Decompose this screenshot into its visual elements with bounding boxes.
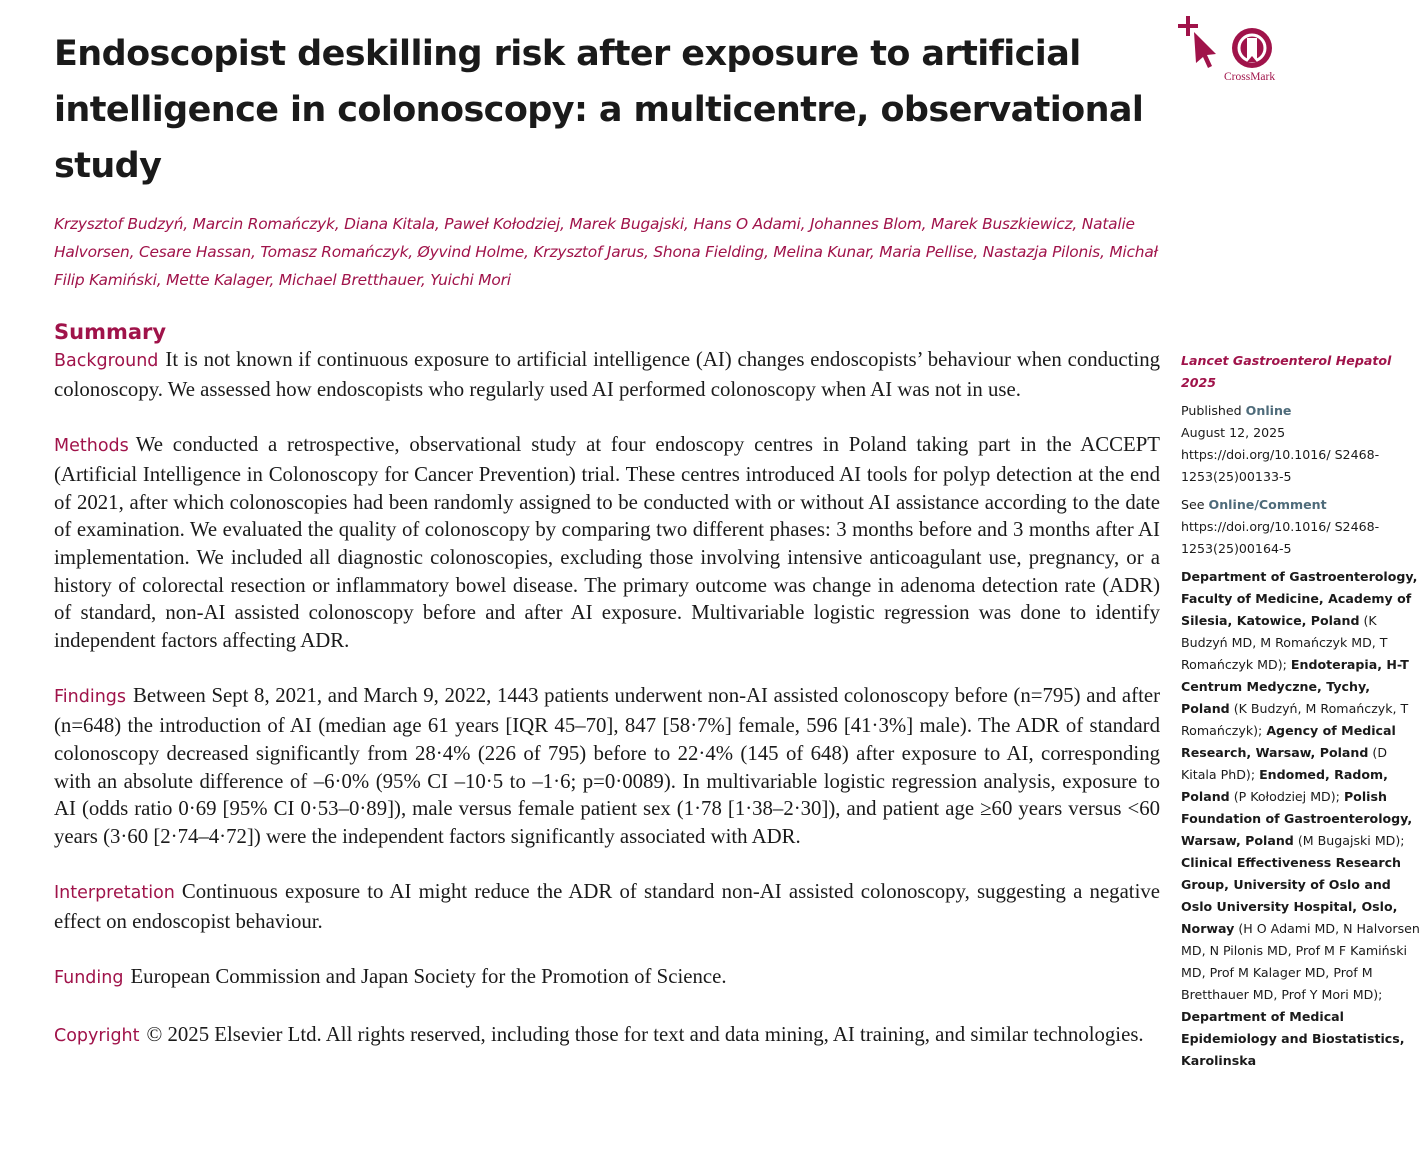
published-info — [1181, 400, 1421, 488]
published-doi[interactable]: https://doi.org/10.1016/ S2468-1253(25)00133-5 — [1181, 447, 1380, 484]
section-funding — [54, 963, 1160, 993]
article-main — [54, 26, 1160, 1078]
affiliation-dept: Department of Medical Epidemiology and Biostatistics, Karolinska — [1181, 1009, 1405, 1068]
section-text: Between Sept 8, 2021, and March 9, 2022, 1443 patients underwent non-AI assisted colonoscopy before (n=795) and after (n=648) the introduction of AI (median age 61 years [IQR 45–70], 847 [58·7%] female, 596 [41·3%] male). The ADR of standard colonoscopy decreased significantly from 28·4% (226 of 795) before to 22·4% (145 of 648) after exposure to AI, corresponding with an absolute difference of –6·0% (95% CI –10·5 to –1·6; p=0·0089). In multivariable logistic regression analysis, exposure to AI (odds ratio 0·69 [95% CI 0·53–0·89]), male versus female patient sex (1·78 [1·38–2·30]), and patient age ≥60 years versus <60 years (3·60 [2·74–4·72]) were the independent factors significantly associated with ADR. — [54, 684, 1160, 848]
article-title: Endoscopist deskilling risk after exposure to artificial intelligence in colonoscopy: a multicentre, observational study — [54, 34, 1144, 186]
affiliation-people: (M Bugajski MD); — [1297, 833, 1405, 848]
affiliation-dept: Polish Foundation of Gastroenterology, Warsaw, Poland — [1181, 789, 1413, 848]
section-background — [54, 346, 1160, 403]
comment-doi[interactable]: https://doi.org/10.1016/ S2468-1253(25)00164-5 — [1181, 519, 1380, 556]
affiliation-people: (P Kołodziej MD); — [1233, 789, 1340, 804]
section-label: Methods — [54, 436, 129, 457]
affiliation-people: (D Kitala PhD); — [1181, 745, 1388, 782]
section-label: Copyright — [54, 1025, 140, 1046]
affiliation-dept: Clinical Effectiveness Research Group, University of Oslo and Oslo University Hospital, Oslo, Norway — [1181, 855, 1402, 936]
section-text: © 2025 Elsevier Ltd. All rights reserved, including those for text and data mining, AI training, and similar technologies. — [146, 1022, 1144, 1046]
section-copyright — [54, 1021, 1160, 1051]
section-label: Findings — [54, 687, 127, 708]
section-interpretation — [54, 878, 1160, 935]
section-label: Funding — [54, 968, 124, 989]
affiliation-dept: Department of Gastroenterology, Faculty of Medicine, Academy of Silesia, Katowice, Poland — [1181, 569, 1418, 628]
crossmark-label[interactable]: CrossMark — [1224, 71, 1276, 83]
see-comment — [1181, 494, 1421, 560]
published-date: August 12, 2025 — [1181, 425, 1286, 440]
affiliation-dept: Endomed, Radom, Poland — [1181, 767, 1388, 804]
section-label: Background — [54, 351, 159, 371]
affiliation-dept: Endoterapia, H-T Centrum Medyczne, Tychy, Poland — [1181, 657, 1409, 716]
online-comment-link[interactable]: Online/Comment — [1208, 497, 1327, 512]
section-findings — [54, 682, 1160, 850]
affiliations — [1181, 566, 1421, 1072]
affiliation-people: (K Budzyń MD, M Romańczyk MD, T Romańczyk MD); — [1181, 613, 1388, 672]
summary-heading: Summary — [54, 320, 167, 344]
section-text: European Commission and Japan Society for the Promotion of Science. — [130, 965, 727, 989]
affiliation-dept: Agency of Medical Research, Warsaw, Poland — [1181, 723, 1396, 760]
affiliation-people: (H O Adami MD, N Halvorsen MD, N Pilonis MD, Prof M F Kamiński MD, Prof M Kalager MD, Prof M Bretthauer MD, Prof Y Mori MD); — [1181, 921, 1420, 1002]
journal-citation: Lancet Gastroenterol Hepatol 2025 — [1181, 353, 1392, 390]
section-text: We conducted a retrospective, observational study at four endoscopy centres in Poland taking part in the ACCEPT (Artificial Intelligence in Colonoscopy for Cancer Prevention) trial. These centres introduced AI tools for polyp detection at the end of 2021, after which colonoscopies had been randomly assigned to be conducted with or without AI assistance according to the date of examination. We evaluated the quality of colonoscopy by comparing two different phases: 3 months before and 3 months after AI implementation. We included all diagnostic colonoscopies, excluding those involving intensive anticoagulant use, pregnancy, or a history of colorectal resection or inflammatory bowel disease. The primary outcome was change in adenoma detection rate (ADR) of standard, non-AI assisted colonoscopy before and after AI exposure. Multivariable logistic regression was done to identify independent factors affecting ADR. — [54, 433, 1160, 653]
section-label: Interpretation — [54, 883, 175, 904]
section-text: It is not known if continuous exposure to artificial intelligence (AI) changes endoscopists’ behaviour when conducting colonoscopy. We assessed how endoscopists who regularly used AI performed colonoscopy when AI was not in use. — [54, 348, 1160, 401]
section-methods — [54, 431, 1160, 655]
section-text: Continuous exposure to AI might reduce the ADR of standard non-AI assisted colonoscopy, suggesting a negative effect on endoscopist behaviour. — [54, 880, 1160, 934]
see-prefix: See — [1181, 497, 1205, 512]
author-list[interactable]: Krzysztof Budzyń, Marcin Romańczyk, Diana Kitala, Paweł Kołodziej, Marek Bugajski, Hans O Adami, Johannes Blom, Marek Buszkiewicz, Natalie Halvorsen, Cesare Hassan, Tomasz Romańczyk, Øyvind Holme, Krzysztof Jarus, Shona Fielding, Melina Kunar, Maria Pellise, Nastazja Pilonis, Michał Filip Kamiński, Mette Kalager, Michael Bretthauer, Yuichi Mori — [54, 215, 1158, 289]
published-prefix: Published — [1181, 403, 1242, 418]
published-online-link[interactable]: Online — [1245, 403, 1292, 418]
sidebar — [1181, 350, 1421, 1072]
affiliation-people: (K Budzyń, M Romańczyk, T Romańczyk); — [1181, 701, 1409, 738]
